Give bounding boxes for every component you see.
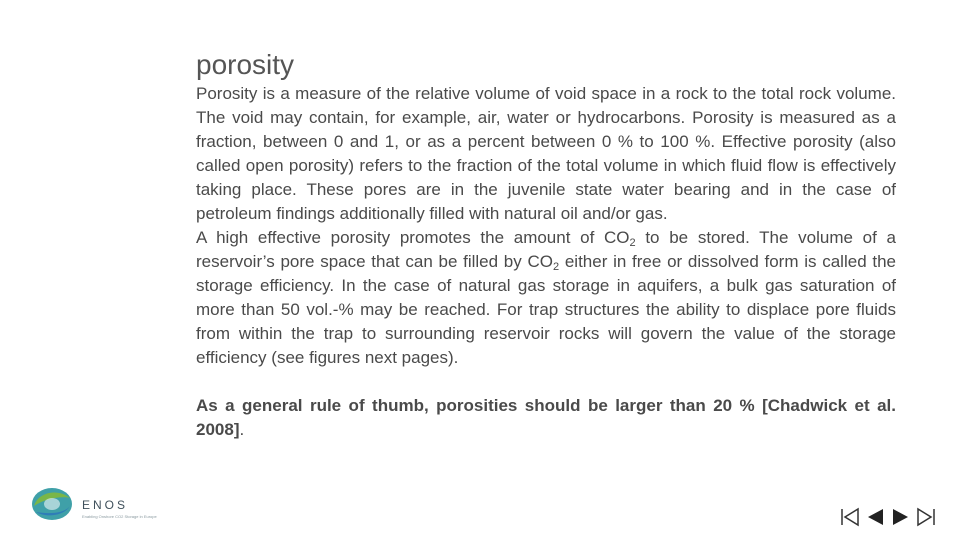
paragraph-effective-porosity bbox=[196, 226, 896, 370]
slide-body bbox=[196, 82, 896, 442]
logo-name: ENOS bbox=[82, 498, 129, 512]
p2-text-1: A high effective porosity promotes the amount of CO bbox=[196, 228, 630, 247]
paragraph-porosity-definition: Porosity is a measure of the relative volume of void space in a rock to the total rock volume. The void may contain, for example, air, water or hydrocarbons. Porosity is measured as a fraction, between 0 and 1, or as a percent between 0 % to 100 %. Effective porosity (also called open porosity) refers to the fraction of the total volume in which fluid flow is effectively taking place. These pores are in the juvenile state water bearing and in the case of petroleum findings additionally filled with natural oil and/or gas. bbox=[196, 84, 896, 223]
previous-arrow-icon[interactable] bbox=[864, 505, 888, 529]
next-arrow-icon[interactable] bbox=[889, 505, 913, 529]
paragraph-gap bbox=[196, 370, 896, 394]
skip-to-first-icon[interactable] bbox=[838, 505, 862, 529]
p2-text-2: to be stored. The volume of a reservoir’s pore space that can be filled by CO bbox=[196, 228, 896, 271]
rule-of-thumb-bold: As a general rule of thumb, porosities should be larger than 20 % [Chadwick et al. 2008] bbox=[196, 396, 896, 439]
p2-text-3: either in free or dissolved form is called the storage efficiency. In the case of natural gas storage in aquifers, a bulk gas saturation of more than 50 vol.-% may be reached. For trap structures the ability to displace pore fluids from within the trap to surrounding reservoir rocks will govern the value of the storage efficiency (see figures next pages). bbox=[196, 252, 896, 367]
logo-tagline: Enabling Onshore CO2 Storage in Europe bbox=[82, 514, 157, 519]
co2-subscript: 2 bbox=[553, 261, 560, 273]
skip-to-last-icon[interactable] bbox=[915, 505, 939, 529]
rule-of-thumb-period: . bbox=[239, 420, 245, 439]
co2-subscript: 2 bbox=[629, 237, 636, 249]
slide-navigation bbox=[838, 504, 938, 530]
slide-title: porosity bbox=[196, 49, 295, 80]
rule-of-thumb bbox=[196, 394, 896, 442]
